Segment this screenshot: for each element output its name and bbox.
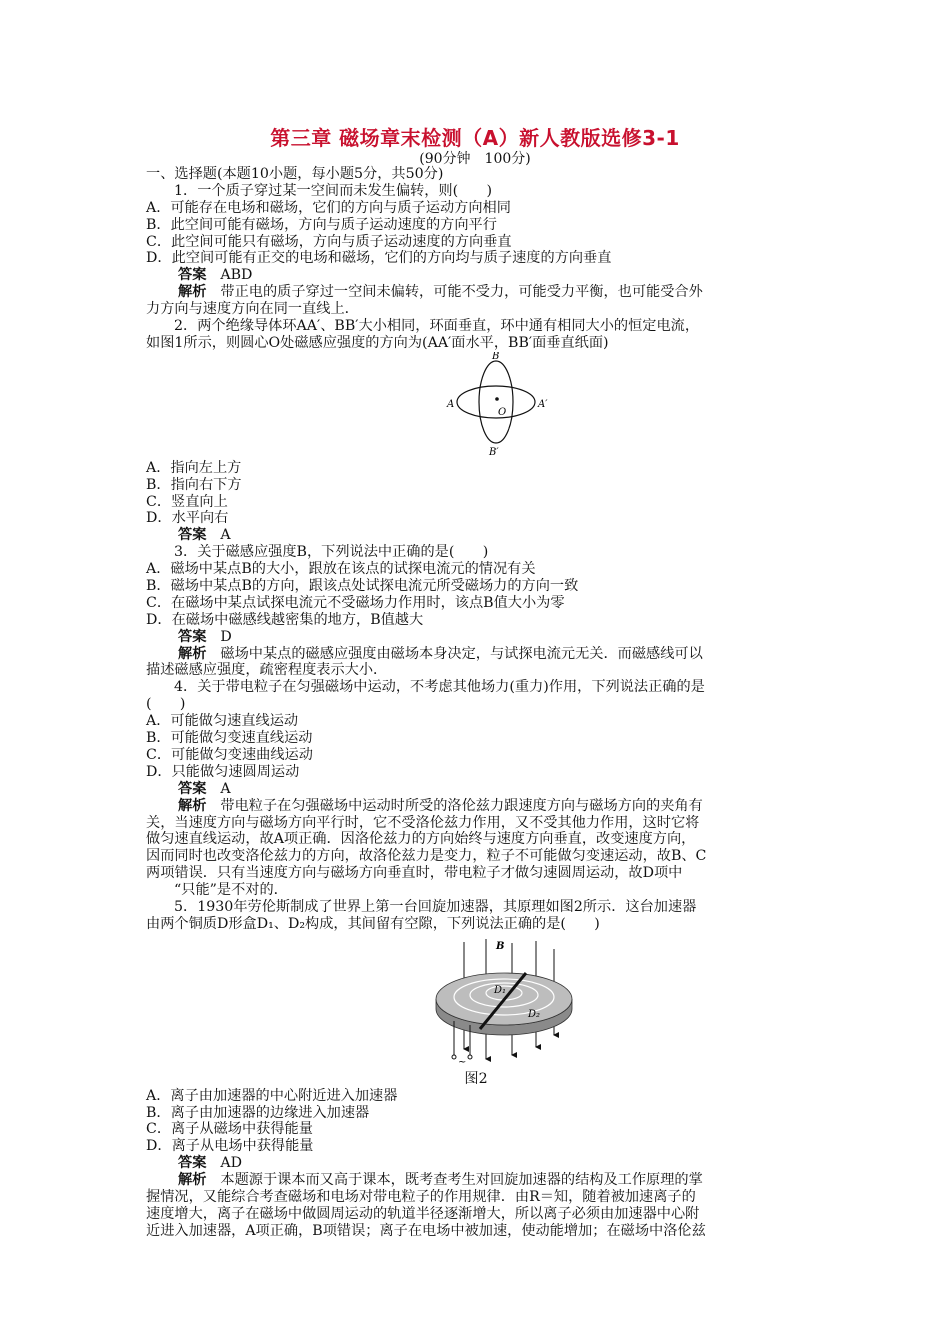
question-4-option-c: C．可能做匀变速曲线运动 (146, 746, 313, 763)
question-1-option-d: D．此空间可能有正交的电场和磁场，它们的方向均与质子速度的方向垂直 (146, 250, 612, 267)
question-2-option-b: B．指向右下方 (146, 476, 242, 493)
question-1-answer: 答案 ABD (178, 267, 253, 284)
question-1-option-b: B．此空间可能有磁场，方向与质子运动速度的方向平行 (146, 216, 497, 233)
question-1-option-a: A．可能存在电场和磁场，它们的方向与质子运动方向相同 (146, 199, 511, 216)
center-dot (495, 397, 499, 401)
ring-aa (457, 386, 535, 418)
question-1-analysis-line: 力方向与速度方向在同一直线上． (146, 301, 359, 318)
label-a-prime: A′ (538, 398, 548, 410)
question-4-analysis-line: 两项错误．只有当速度方向与磁场方向垂直时，带电粒子才做匀速圆周运动，故D项中 (146, 865, 683, 882)
label-d2: D₂ (528, 1008, 541, 1020)
label-b: B (492, 351, 500, 362)
question-5-option-a: A．离子由加速器的中心附近进入加速器 (146, 1087, 398, 1104)
question-5-analysis-line: 近进入加速器，A项正确，B项错误；离子在电场中被加速，使动能增加；在磁场中洛伦兹 (146, 1222, 706, 1239)
label-ac: ~ (458, 1056, 467, 1067)
question-3-option-b: B．磁场中某点B的方向，跟该点处试探电流元所受磁场力的方向一致 (146, 578, 579, 595)
question-3-answer: 答案 D (178, 628, 232, 645)
label-field-b: B (496, 940, 505, 952)
question-4-stem: 4．关于带电粒子在匀强磁场中运动，不考虑其他场力(重力)作用，下列说法正确的是 (174, 679, 705, 696)
question-5-stem: 由两个铜质D形盒D₁、D₂构成，其间留有空隙，下列说法正确的是( ) (146, 915, 600, 932)
question-4-analysis-line: 关，当速度方向与磁场方向平行时，它不受洛伦兹力作用，又不受其他力作用，这时它将 (146, 814, 700, 831)
label-o: O (498, 406, 507, 418)
question-5-analysis-line: 握情况，又能综合考查磁场和电场对带电粒子的作用规律．由R＝知，随着被加速离子的 (146, 1188, 696, 1205)
question-4-answer: 答案 A (178, 780, 231, 797)
label-a: A (447, 398, 455, 410)
question-5-option-d: D．离子从电场中获得能量 (146, 1138, 314, 1155)
page-title: 第三章 磁场章末检测（A）新人教版选修3-1 (270, 126, 680, 150)
figure-2-cyclotron (146, 933, 806, 1071)
question-4-analysis-line: 做匀速直线运动，故A项正确．因洛伦兹力的方向始终与速度方向垂直，改变速度方向， (146, 831, 696, 848)
rings-diagram (444, 352, 554, 456)
figure-1-rings (146, 352, 806, 460)
question-2-answer: 答案 A (178, 527, 231, 544)
question-5-option-b: B．离子由加速器的边缘进入加速器 (146, 1104, 370, 1121)
ring-bb (479, 361, 513, 443)
question-4-analysis-line: 解析 带电粒子在匀强磁场中运动时所受的洛伦兹力跟速度方向与磁场方向的夹角有 (178, 797, 703, 814)
question-4-option-d: D．只能做匀速圆周运动 (146, 763, 300, 780)
label-b-prime: B′ (489, 446, 499, 456)
question-5-option-c: C．离子从磁场中获得能量 (146, 1121, 313, 1138)
question-3-option-a: A．磁场中某点B的大小，跟放在该点的试探电流元的情况有关 (146, 561, 536, 578)
question-3-analysis-line: 解析 磁场中某点的磁感应强度由磁场本身决定，与试探电流元无关．而磁感线可以 (178, 645, 703, 662)
question-2-stem: 如图1所示，则圆心O处磁感应强度的方向为(AA′面水平，BB′面垂直纸面) (146, 334, 609, 351)
question-4-analysis-line: “只能”是不对的． (174, 882, 288, 899)
question-4-option-b: B．可能做匀变速直线运动 (146, 730, 313, 747)
question-2-option-a: A．指向左上方 (146, 459, 242, 476)
cyclotron-diagram (424, 937, 584, 1067)
question-5-stem: 5．1930年劳伦斯制成了世界上第一台回旋加速器，其原理如图2所示．这台加速器 (174, 898, 697, 915)
question-5-answer: 答案 AD (178, 1155, 243, 1172)
question-1-analysis-line: 解析 带正电的质子穿过一空间未偏转，可能不受力，可能受力平衡，也可能受合外 (178, 284, 703, 301)
question-4-stem: ( ) (146, 696, 186, 713)
section-heading: 一、选择题(本题10小题，每小题5分，共50分) (146, 166, 444, 182)
figure-2-caption: 图2 (464, 1070, 488, 1087)
question-4-analysis-line: 因而同时也改变洛伦兹力的方向，故洛伦兹力是变力，粒子不可能做匀变速运动，故B、C (146, 848, 707, 865)
question-1-stem: 1．一个质子穿过某一空间而未发生偏转，则( ) (174, 182, 493, 199)
question-5-analysis-line: 解析 本题源于课本而又高于课本，既考查考生对回旋加速器的结构及工作原理的掌 (178, 1172, 703, 1189)
document-body (146, 166, 806, 1240)
question-3-analysis-line: 描述磁感应强度，疏密程度表示大小． (146, 662, 388, 679)
question-4-option-a: A．可能做匀速直线运动 (146, 713, 299, 730)
label-d1: D₁ (494, 984, 507, 996)
question-1-option-c: C．此空间可能只有磁场，方向与质子运动速度的方向垂直 (146, 233, 512, 250)
question-2-option-c: C．竖直向上 (146, 493, 228, 510)
question-2-option-d: D．水平向右 (146, 510, 229, 527)
question-5-analysis-line: 速度增大，离子在磁场中做圆周运动的轨道半径逐渐增大，所以离子必须由加速器中心附 (146, 1205, 700, 1222)
question-3-option-c: C．在磁场中某点试探电流元不受磁场力作用时，该点B值大小为零 (146, 594, 565, 611)
exam-info: (90分钟 100分) (419, 151, 531, 167)
question-2-stem: 2．两个绝缘导体环AA′、BB′大小相同，环面垂直，环中通有相同大小的恒定电流， (174, 318, 700, 335)
question-3-stem: 3．关于磁感应强度B，下列说法中正确的是( ) (174, 544, 489, 561)
question-3-option-d: D．在磁场中磁感线越密集的地方，B值越大 (146, 611, 424, 628)
